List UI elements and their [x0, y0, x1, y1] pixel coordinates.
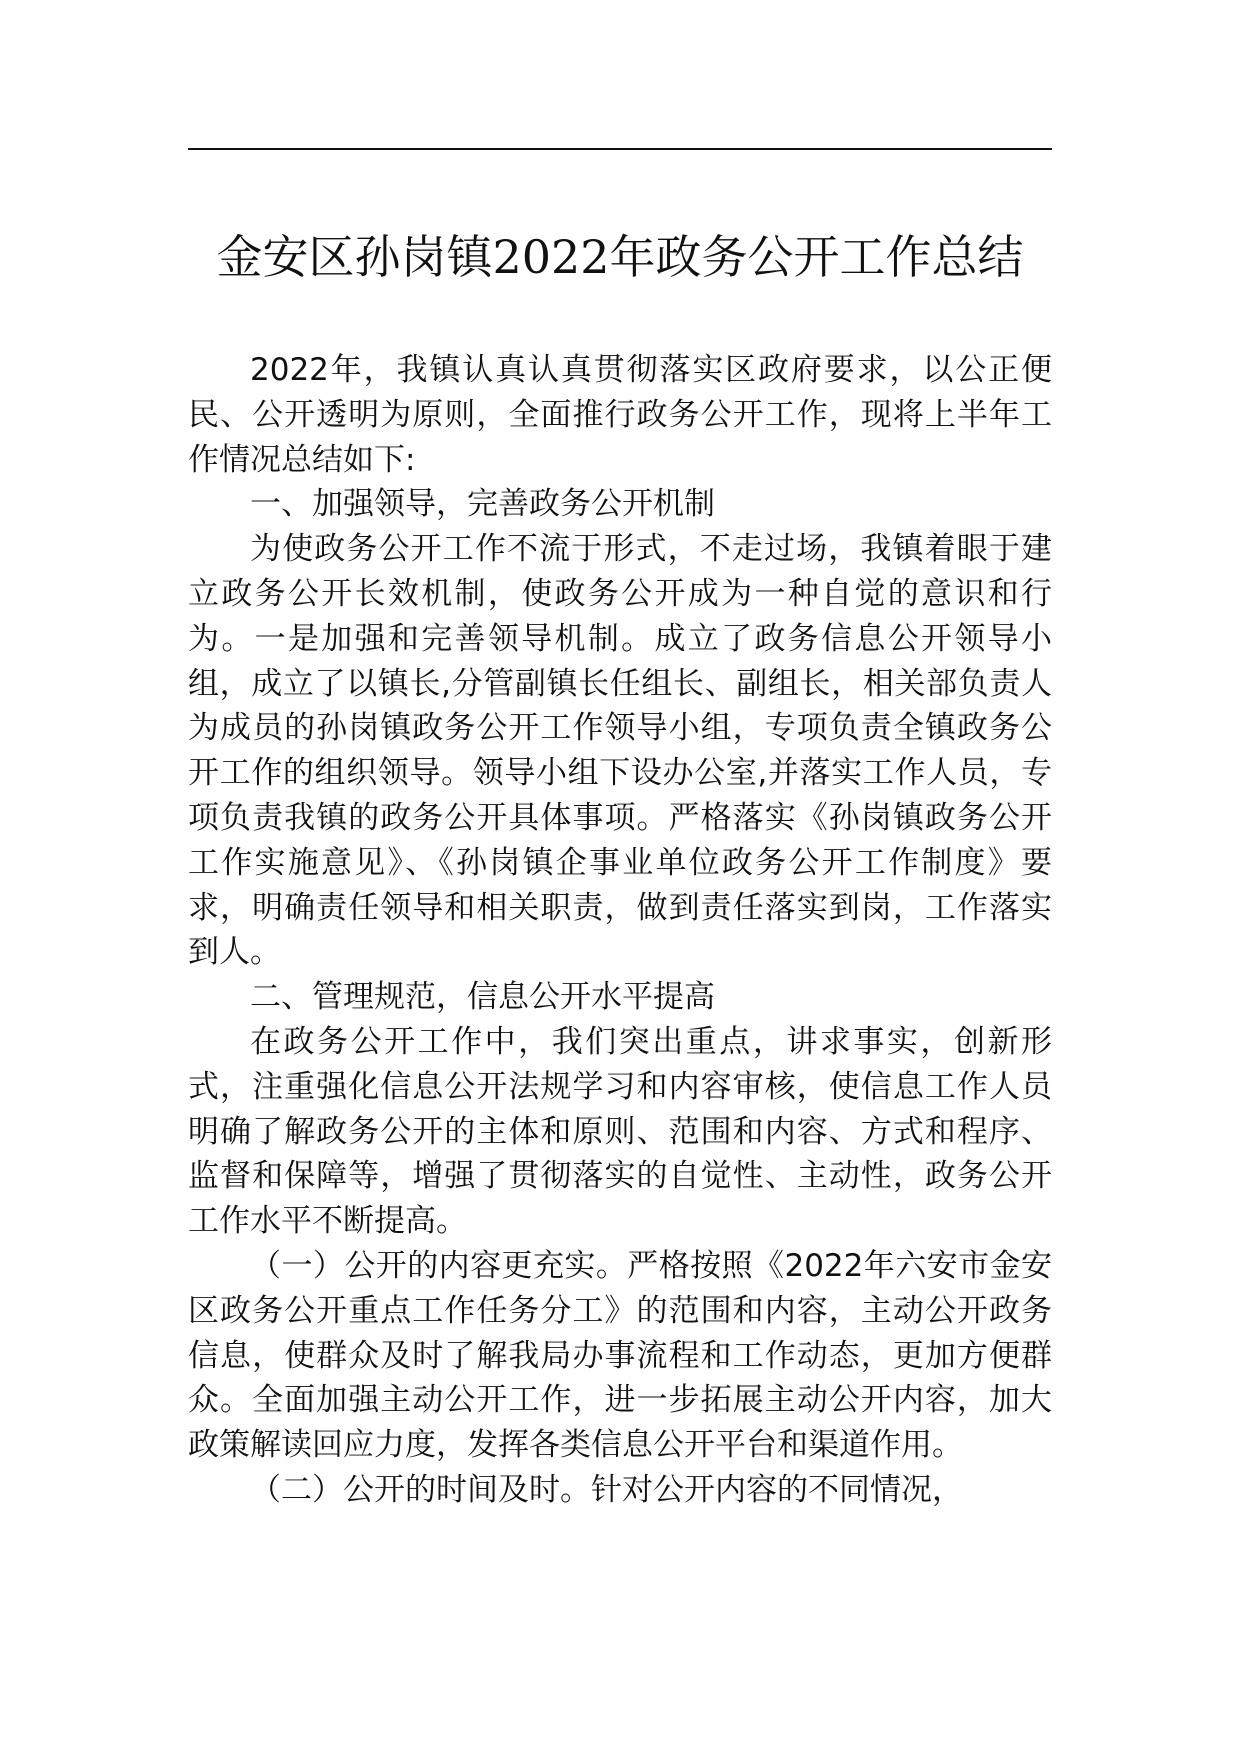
document-body	[188, 348, 1052, 1513]
section-heading-1: 一、加强领导，完善政务公开机制	[250, 486, 715, 523]
header-rule	[188, 148, 1052, 150]
section-2-paragraph: 在政务公开工作中，我们突出重点，讲求事实，创新形式，注重强化信息公开法规学习和内容审核，使信息工作人员明确了解政务公开的主体和原则、范围和内容、方式和程序、监督和保障等，增强了贯彻落实的自觉性、主动性，政务公开工作水平不断提高。	[188, 1023, 1052, 1240]
section-1-paragraph: 为使政务公开工作不流于形式，不走过场，我镇着眼于建立政务公开长效机制，使政务公开成为一种自觉的意识和行为。一是加强和完善领导机制。成立了政务信息公开领导小组，成立了以镇长,分管副镇长任组长、副组长，相关部负责人为成员的孙岗镇政务公开工作领导小组，专项负责全镇政务公开工作的组织领导。领导小组下设办公室,并落实工作人员，专项负责我镇的政务公开具体事项。严格落实《孙岗镇政务公开工作实施意见》、《孙岗镇企事业单位政务公开工作制度》要求，明确责任领导和相关职责，做到责任落实到岗，工作落实到人。	[188, 531, 1052, 971]
subsection-1-paragraph: （一）公开的内容更充实。严格按照《2022年六安市金安区政务公开重点工作任务分工》的范围和内容，主动公开政务信息，使群众及时了解我局办事流程和工作动态，更加方便群众。全面加强主动公开工作，进一步拓展主动公开内容，加大政策解读回应力度，发挥各类信息公开平台和渠道作用。	[188, 1247, 1052, 1464]
intro-paragraph: 2022年，我镇认真认真贯彻落实区政府要求，以公正便民、公开透明为原则，全面推行政务公开工作，现将上半年工作情况总结如下:	[188, 352, 1052, 478]
subsection-2-paragraph: （二）公开的时间及时。针对公开内容的不同情况，	[250, 1471, 963, 1508]
document-title: 金安区孙岗镇2022年政务公开工作总结	[216, 230, 1024, 284]
section-heading-2: 二、管理规范，信息公开水平提高	[250, 979, 715, 1016]
